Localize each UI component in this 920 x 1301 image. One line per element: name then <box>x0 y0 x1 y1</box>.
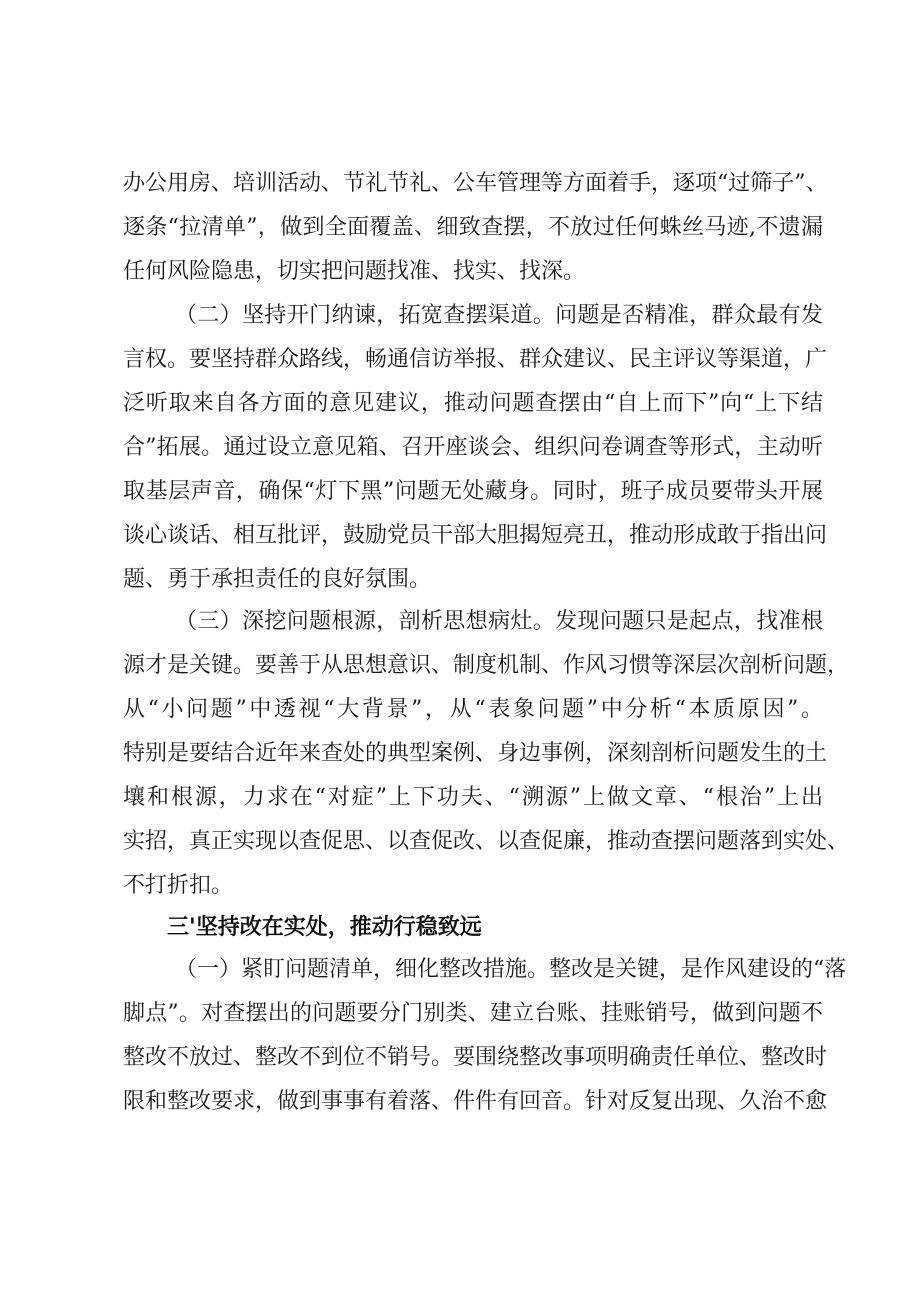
text-line: 壤和根源，力求在“对症”上下功夫、“溯源”上做文章、“根治”上出 <box>123 785 823 810</box>
paragraph-start-line: （二）坚持开门纳谏，拓宽查摆渠道。问题是否精准，群众最有发 <box>175 303 823 328</box>
text-line: 限和整改要求，做到事事有着落、件件有回音。针对反复出现、久治不愈 <box>123 1089 828 1114</box>
text-line: 谈心谈话、相互批评，鼓励党员干部大胆揭短亮丑，推动形成敢于指出问 <box>123 523 828 548</box>
section-heading: 三'坚持改在实处，推动行稳致远 <box>167 915 482 940</box>
text-line: 逐条“拉清单”，做到全面覆盖、细致查摆，不放过任何蛛丝马迹,不遗漏 <box>123 215 823 240</box>
text-line: 泛听取来自各方面的意见建议，推动问题查摆由“自上而下”向“上下结 <box>123 391 823 416</box>
text-line: 题、勇于承担责任的良好氛围。 <box>123 567 432 592</box>
text-line: 实招，真正实现以查促思、以查促改、以查促廉，推动查摆问题落到实处、 <box>123 829 850 854</box>
text-line: 合”拓展。通过设立意见箱、召开座谈会、组织问卷调查等形式，主动听 <box>123 435 823 460</box>
text-line: 从“小问题”中透视“大背景”，从“表象问题”中分析“本质原因”。 <box>123 697 823 722</box>
paragraph-start-line: （三）深挖问题根源，剖析思想病灶。发现问题只是起点，找准根 <box>175 609 823 634</box>
text-line: 办公用房、培训活动、节礼节礼、公车管理等方面着手，逐项“过筛子”、 <box>123 171 828 196</box>
text-line: 不打折扣。 <box>123 873 234 898</box>
text-line: 整改不放过、整改不到位不销号。要围绕整改事项明确责任单位、整改时 <box>123 1045 828 1070</box>
text-line: 脚点”。对查摆出的问题要分门别类、建立台账、挂账销号，做到问题不 <box>123 1001 823 1026</box>
text-line: 特别是要结合近年来查处的典型案例、身边事例，深刻剖析问题发生的土 <box>123 741 828 766</box>
paragraph-start-line: （一）紧盯问题清单，细化整改措施。整改是关键，是作风建设的“落 <box>175 957 847 982</box>
text-line: 源才是关键。要善于从思想意识、制度机制、作风习惯等深层次剖析问题， <box>123 653 850 678</box>
text-line: 任何风险隐患，切实把问题找准、找实、找深。 <box>123 259 586 284</box>
text-line: 言权。要坚持群众路线，畅通信访举报、群众建议、民主评议等渠道，广 <box>123 347 828 372</box>
text-line: 取基层声音，确保“灯下黑”问题无处藏身。同时，班子成员要带头开展 <box>123 479 823 504</box>
